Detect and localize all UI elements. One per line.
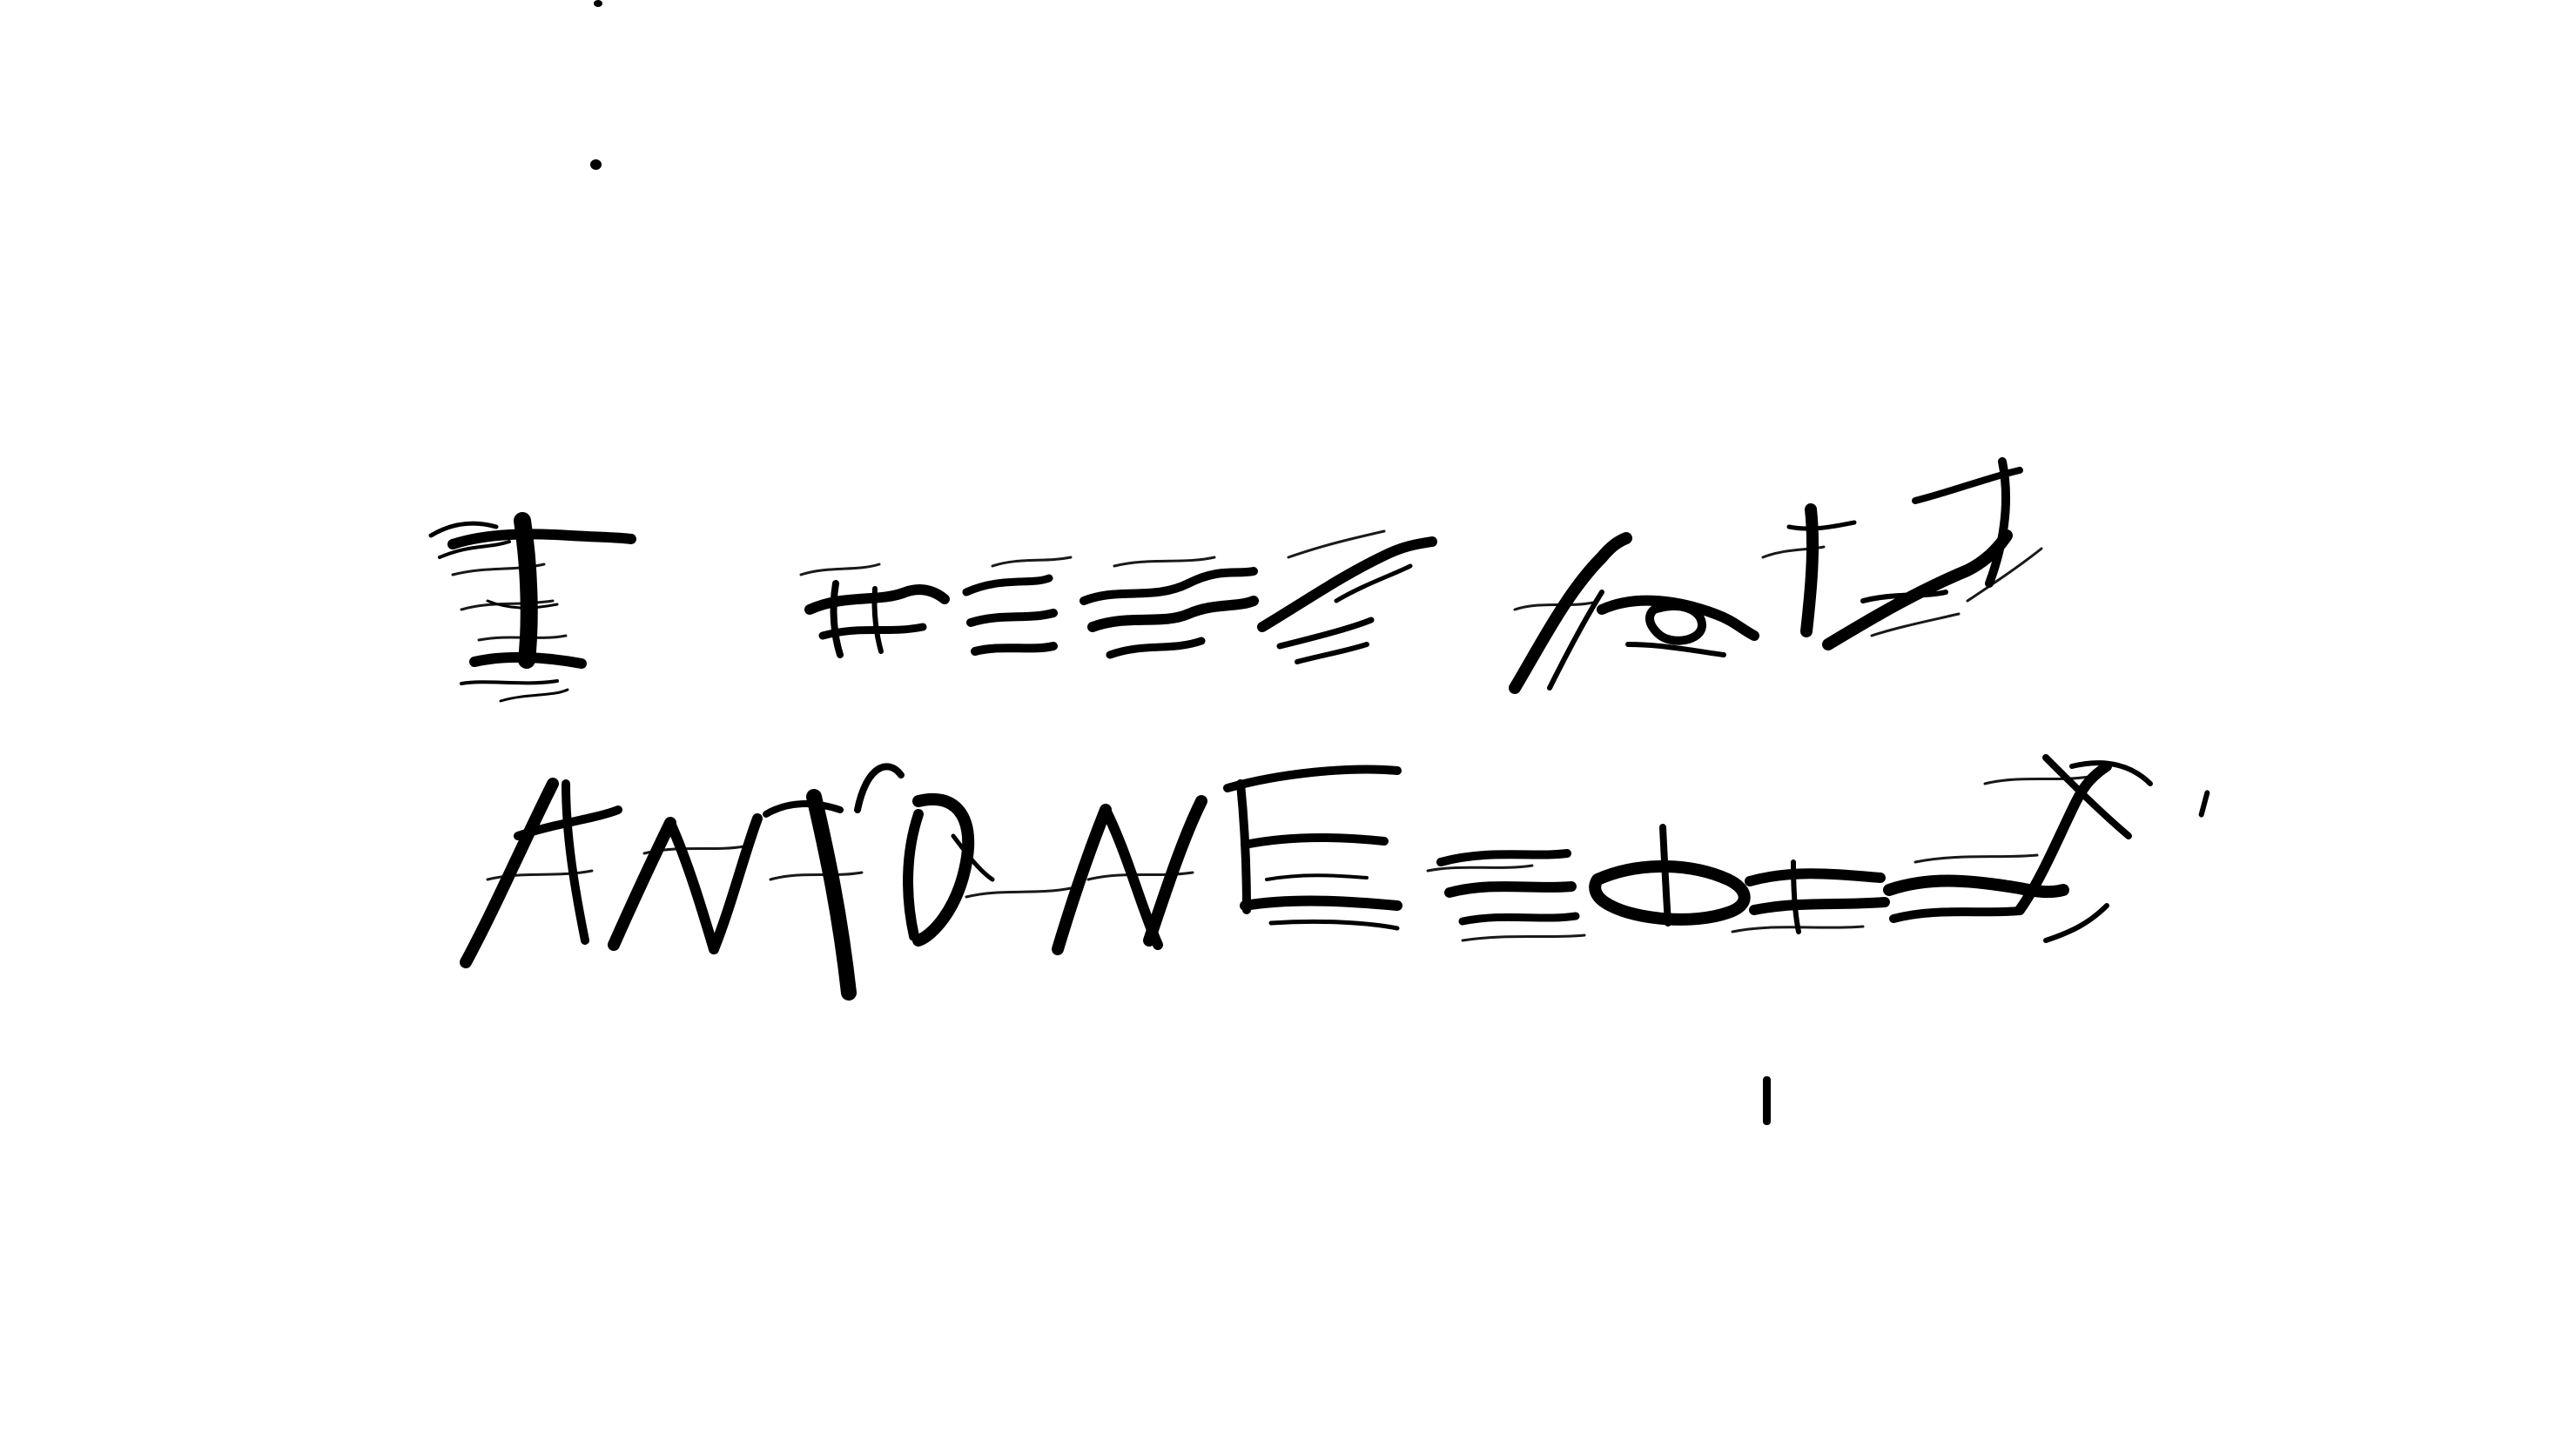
glyph-word-anyone [466,766,1397,993]
ink-dot [590,159,602,170]
ink-tick-bottom [1763,1076,1771,1125]
glyph-word-never [810,542,1432,662]
glyph-i [431,521,631,701]
glyph-word-told [1515,462,2020,688]
glyph-word-about [1441,758,2150,940]
ink-dot-top [594,0,602,7]
